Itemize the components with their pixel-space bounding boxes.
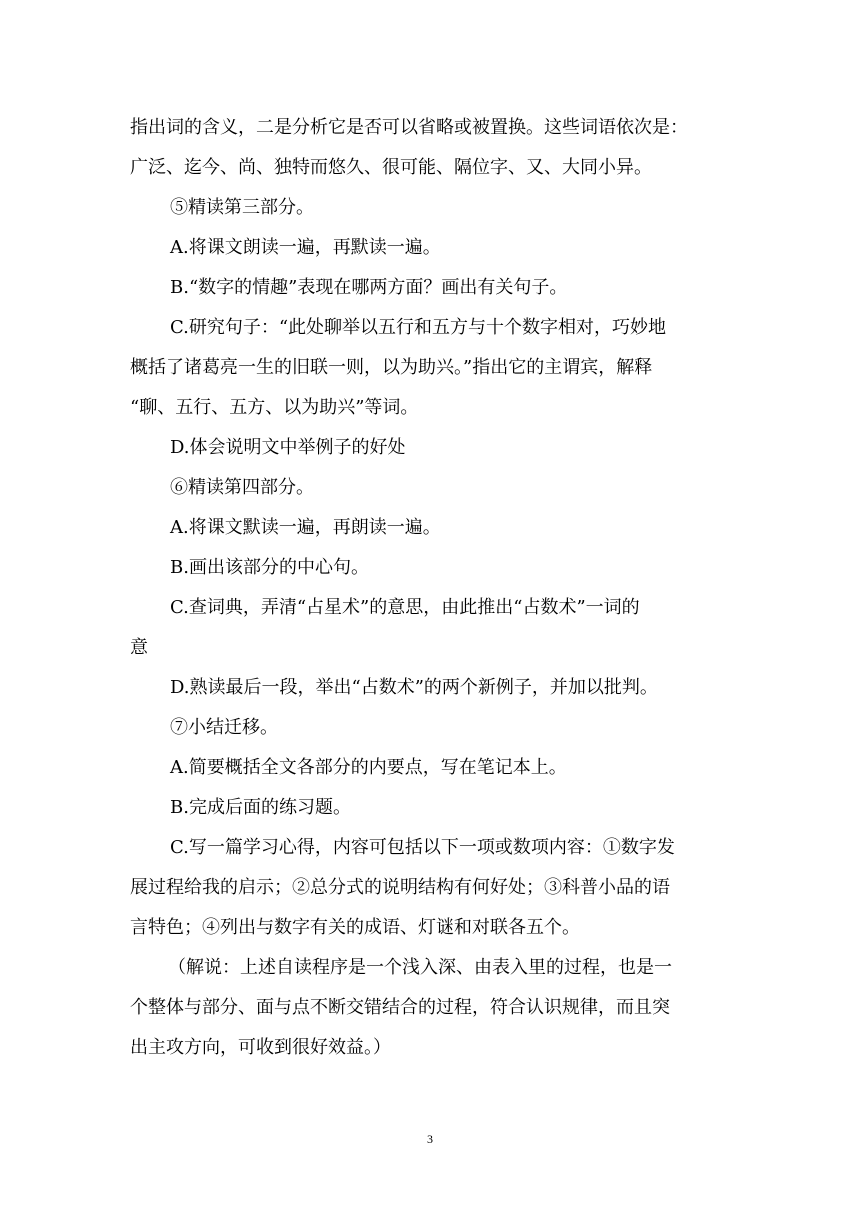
text-line: 个整体与部分、面与点不断交错结合的过程，符合认识规律，而且突	[130, 997, 670, 1018]
text-line: 概括了诸葛亮一生的旧联一则，以为助兴。”指出它的主谓宾，解释	[130, 357, 653, 378]
body-text	[130, 108, 730, 1068]
list-item: D.熟读最后一段，举出“占数术”的两个新例子，并加以批判。	[170, 677, 658, 698]
text-line: 广泛、迄今、尚、独特而悠久、很可能、隔位字、又、大同小异。	[130, 157, 652, 178]
text-line: 展过程给我的启示；②总分式的说明结构有何好处；③科普小品的语	[130, 877, 670, 898]
list-item: A.将课文朗读一遍，再默读一遍。	[170, 237, 441, 258]
section-heading: ⑥精读第四部分。	[170, 477, 314, 498]
list-item: B.完成后面的练习题。	[170, 797, 351, 818]
section-heading: ⑤精读第三部分。	[170, 197, 314, 218]
list-item: A.简要概括全文各部分的内要点，写在笔记本上。	[170, 757, 567, 778]
list-item: A.将课文默读一遍，再朗读一遍。	[170, 517, 441, 538]
list-item: B.画出该部分的中心句。	[170, 557, 369, 578]
list-item: B.“数字的情趣”表现在哪两方面？画出有关句子。	[170, 277, 568, 298]
text-line: 出主攻方向，可收到很好效益。）	[130, 1037, 391, 1058]
section-heading: ⑦小结迁移。	[170, 717, 278, 738]
text-line: 指出词的含义，二是分析它是否可以省略或被置换。这些词语依次是：	[130, 117, 688, 138]
page-number: 3	[427, 1132, 433, 1146]
text-line: “聊、五行、五方、以为助兴”等词。	[130, 397, 419, 418]
list-item: C.查词典，弄清“占星术”的意思，由此推出“占数术”一词的	[170, 597, 640, 618]
text-line: 意	[130, 637, 148, 658]
text-line: 言特色；④列出与数字有关的成语、灯谜和对联各五个。	[130, 917, 580, 938]
note-paragraph: （解说：上述自读程序是一个浅入深、由表入里的过程，也是一	[168, 957, 672, 978]
list-item: D.体会说明文中举例子的好处	[170, 437, 406, 458]
list-item: C.写一篇学习心得，内容可包括以下一项或数项内容：①数字发	[170, 837, 675, 858]
list-item: C.研究句子：“此处聊举以五行和五方与十个数字相对，巧妙地	[170, 317, 667, 338]
